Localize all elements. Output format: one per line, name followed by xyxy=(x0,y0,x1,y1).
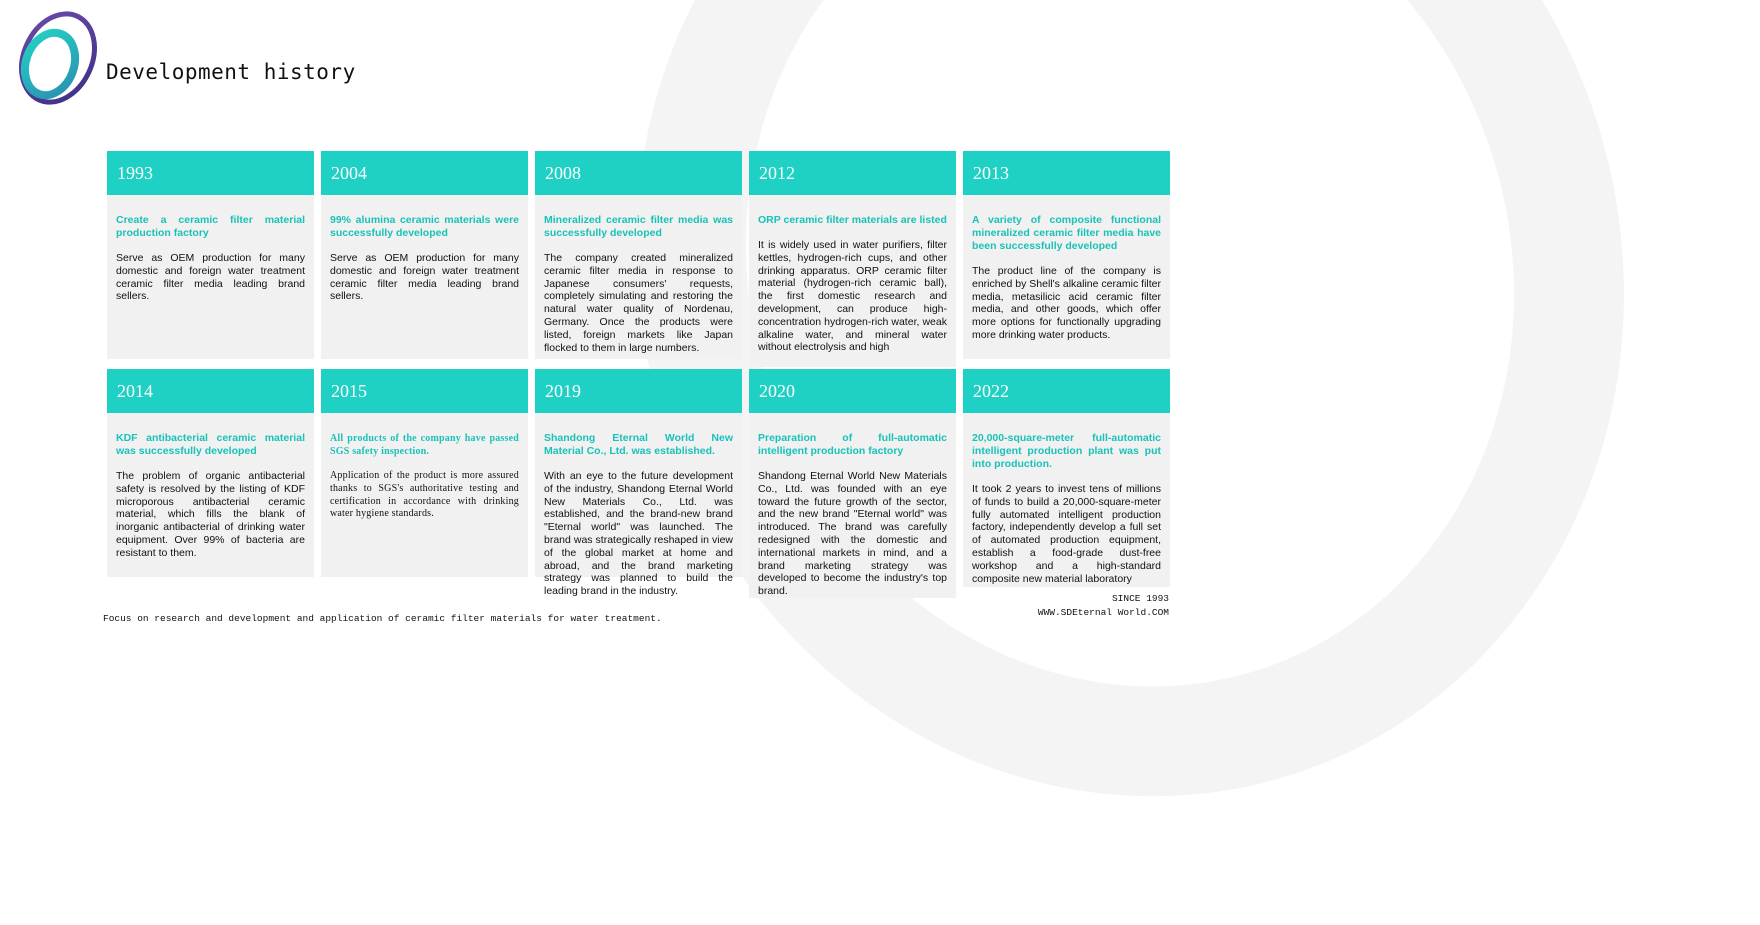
page-title: Development history xyxy=(106,60,356,84)
card-text: It took 2 years to invest tens of millions of funds to build a 20,000-square-meter fully automated intelligent production factory, independently develop a full set of automated production equipment, establish a food-grade dust-free workshop and a high-standard composite new material laboratory xyxy=(972,483,1161,585)
timeline-card-1993 xyxy=(107,151,314,359)
card-year: 2022 xyxy=(963,369,1170,413)
card-year: 2019 xyxy=(535,369,742,413)
card-subtitle: Create a ceramic filter material production factory xyxy=(116,214,305,239)
card-subtitle: ORP ceramic filter materials are listed xyxy=(758,214,947,226)
timeline-card-2020 xyxy=(749,369,956,598)
timeline-card-2014 xyxy=(107,369,314,577)
card-text: With an eye to the future development of the industry, Shandong Eternal World New Materials Co., Ltd. was established, and the brand-new brand "Eternal world" was launched. The brand was strategically reshaped in view of the global market at home and abroad, and the brand marketing strategy was planned to build the leading brand in the industry. xyxy=(544,470,733,598)
card-subtitle: 99% alumina ceramic materials were successfully developed xyxy=(330,214,519,239)
card-text: It is widely used in water purifiers, filter kettles, hydrogen-rich cups, and other drinking apparatus. ORP ceramic filter material (hydrogen-rich ceramic ball), the first domestic research and development, can produce high-concentration hydrogen-rich water, weak alkaline water, and mineral water without electrolysis and high xyxy=(758,239,947,354)
card-text: The product line of the company is enriched by Shell's alkaline ceramic filter media, metasilicic acid ceramic filter media, and other goods, which offer more options for functionally upgrading more drinking water products. xyxy=(972,265,1161,341)
card-subtitle: A variety of composite functional mineralized ceramic filter media have been successfully developed xyxy=(972,214,1161,252)
card-text: The problem of organic antibacterial safety is resolved by the listing of KDF microporous antibacterial ceramic material, which fills the blank of inorganic antibacterial of drinking water equipment. Over 99% of bacteria are resistant to them. xyxy=(116,470,305,559)
card-subtitle: Preparation of full-automatic intelligent production factory xyxy=(758,432,947,457)
card-year: 2014 xyxy=(107,369,314,413)
timeline-card-2008 xyxy=(535,151,742,359)
card-year: 2020 xyxy=(749,369,956,413)
footer-text: Focus on research and development and application of ceramic filter materials for water treatment. xyxy=(103,613,662,624)
card-text: Serve as OEM production for many domestic and foreign water treatment ceramic filter media leading brand sellers. xyxy=(330,252,519,303)
card-text: Shandong Eternal World New Materials Co., Ltd. was founded with an eye toward the future growth of the sector, and the new brand "Eternal world" was introduced. The brand was carefully redesigned with the domestic and international markets in mind, and a brand marketing strategy was developed to become the industry's top brand. xyxy=(758,470,947,598)
timeline-card-2013 xyxy=(963,151,1170,359)
card-year: 2012 xyxy=(749,151,956,195)
since-block xyxy=(1038,592,1169,620)
website-link[interactable]: WWW.SDEternal World.COM xyxy=(1037,607,1169,618)
card-text: Serve as OEM production for many domestic and foreign water treatment ceramic filter media leading brand sellers. xyxy=(116,252,305,303)
card-subtitle: All products of the company have passed SGS safety inspection. xyxy=(330,433,519,457)
timeline-card-2004 xyxy=(321,151,528,359)
card-subtitle: 20,000-square-meter full-automatic intelligent production plant was put into production. xyxy=(972,432,1161,470)
timeline-card-2012 xyxy=(749,151,956,367)
card-subtitle: Shandong Eternal World New Material Co., Ltd. was established. xyxy=(544,432,733,457)
card-year: 2004 xyxy=(321,151,528,195)
timeline-card-2022 xyxy=(963,369,1170,587)
card-subtitle: KDF antibacterial ceramic material was successfully developed xyxy=(116,432,305,457)
company-logo xyxy=(8,8,100,112)
timeline-card-2019 xyxy=(535,369,742,598)
card-text: Application of the product is more assured thanks to SGS's authoritative testing and certification in accordance with drinking water hygiene standards. xyxy=(330,470,519,520)
card-year: 1993 xyxy=(107,151,314,195)
timeline-card-2015 xyxy=(321,369,528,577)
card-text: The company created mineralized ceramic filter media in response to Japanese consumers' requests, completely simulating and restoring the natural water quality of Nordenau, Germany. Once the products were listed, foreign markets like Japan flocked to them in large numbers. xyxy=(544,252,733,354)
card-year: 2015 xyxy=(321,369,528,413)
card-year: 2013 xyxy=(963,151,1170,195)
since-label: SINCE 1993 xyxy=(1111,593,1169,604)
card-subtitle: Mineralized ceramic filter media was successfully developed xyxy=(544,214,733,239)
card-year: 2008 xyxy=(535,151,742,195)
